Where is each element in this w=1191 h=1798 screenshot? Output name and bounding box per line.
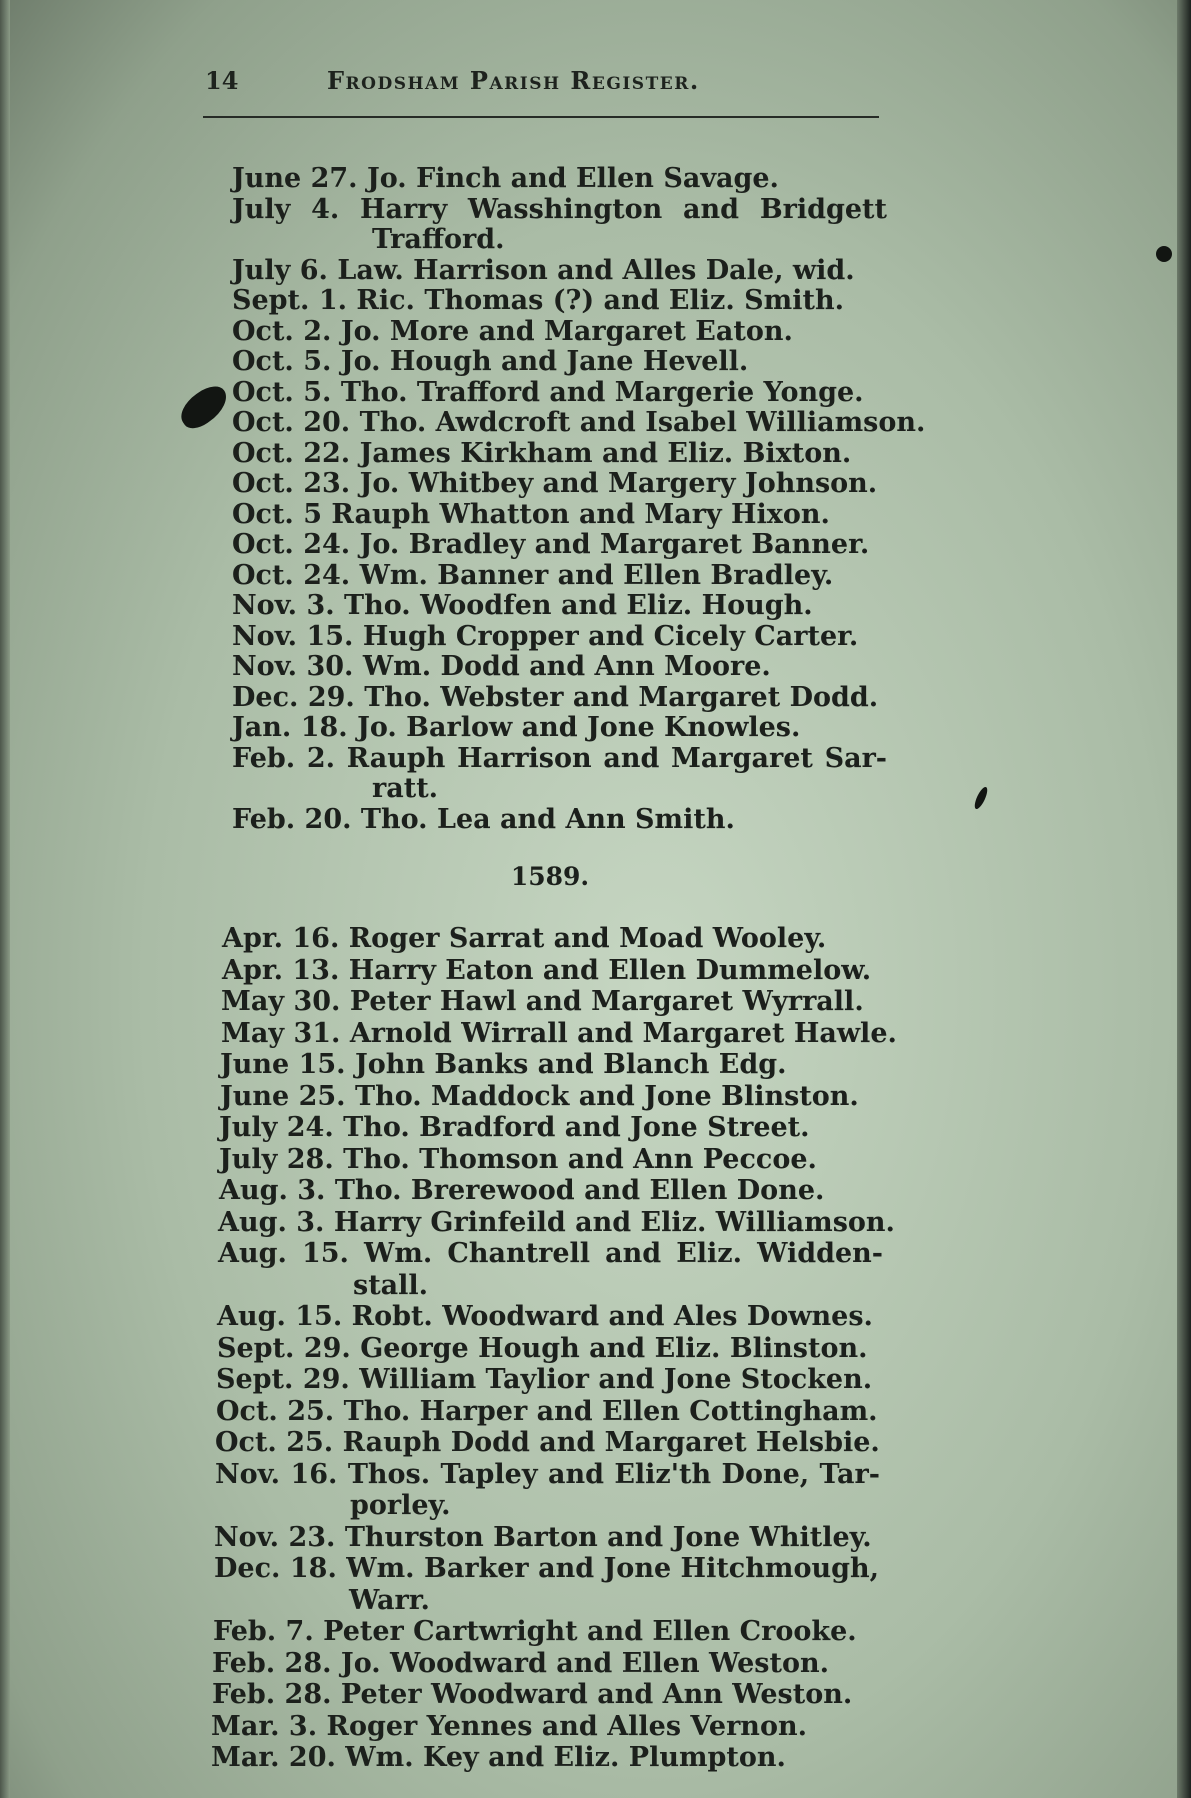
ink-speck <box>1156 246 1172 262</box>
entry-1589-entry: Mar. 20. Wm. Key and Eliz. Plumpton. <box>211 1742 786 1773</box>
entry-1589-entry: Feb. 28. Peter Woodward and Ann Weston. <box>212 1679 853 1710</box>
entry-1588-entry: Nov. 30. Wm. Dodd and Ann Moore. <box>232 651 771 682</box>
entry-1589-entry: Apr. 13. Harry Eaton and Ellen Dummelow. <box>222 954 872 986</box>
entry-1588-entry: Oct. 24. Wm. Banner and Ellen Bradley. <box>232 559 834 591</box>
entry-1588-continuation-line: ratt. <box>372 773 439 804</box>
entry-1589-entry: May 30. Peter Hawl and Margaret Wyrrall. <box>221 986 864 1017</box>
entry-1589-entry: Nov. 23. Thurston Barton and Jone Whitley. <box>214 1521 872 1553</box>
entry-1588-entry: Nov. 3. Tho. Woodfen and Eliz. Hough. <box>232 590 813 621</box>
entry-1588-entry: July 6. Law. Harrison and Alles Dale, wid. <box>232 254 855 286</box>
entry-1588-entry: Oct. 5. Tho. Trafford and Margerie Yonge. <box>232 376 864 408</box>
entry-1589-entry: Feb. 28. Jo. Woodward and Ellen Weston. <box>212 1647 830 1679</box>
entry-1589-entry: Aug. 15. Wm. Chantrell and Eliz. Widden- <box>218 1238 883 1269</box>
year-heading: 1589. <box>510 862 590 891</box>
entry-1589-entry: Apr. 16. Roger Sarrat and Moad Wooley. <box>222 923 827 954</box>
entry-1588-entry: Oct. 24. Jo. Bradley and Margaret Banner. <box>232 529 870 560</box>
entry-1588-entry: Feb. 2. Rauph Harrison and Margaret Sar- <box>232 742 887 774</box>
entry-1589-entry: Oct. 25. Rauph Dodd and Margaret Helsbie. <box>215 1427 880 1458</box>
entry-1588-entry: Oct. 22. James Kirkham and Eliz. Bixton. <box>232 437 852 469</box>
entry-1589-entry: Mar. 3. Roger Yennes and Alles Vernon. <box>211 1710 807 1742</box>
entry-1589-entry: Aug. 3. Harry Grinfeild and Eliz. Williamson. <box>218 1206 895 1238</box>
entry-1588-entry: Feb. 20. Tho. Lea and Ann Smith. <box>232 803 735 835</box>
entry-1589-entry: July 28. Tho. Thomson and Ann Peccoe. <box>219 1143 817 1175</box>
entry-1589-entry: Aug. 15. Robt. Woodward and Ales Downes. <box>217 1301 873 1332</box>
entry-1588-entry: Oct. 5. Jo. Hough and Jane Hevell. <box>232 346 749 377</box>
entry-1588-entry: Jan. 18. Jo. Barlow and Jone Knowles. <box>232 712 801 743</box>
entry-1589-entry: Nov. 16. Thos. Tapley and Eliz'th Done, Tar- <box>215 1458 880 1490</box>
entry-1589-entry: Oct. 25. Tho. Harper and Ellen Cottingham. <box>216 1395 878 1427</box>
entry-1589-entry: Sept. 29. George Hough and Eliz. Blinston. <box>217 1332 868 1364</box>
entry-1588-entry: June 27. Jo. Finch and Ellen Savage. <box>232 163 779 194</box>
entry-1588-entry: Oct. 20. Tho. Awdcroft and Isabel Williamson. <box>232 407 926 438</box>
entry-1588-entry: Sept. 1. Ric. Thomas (?) and Eliz. Smith. <box>232 285 844 316</box>
entry-1589-continuation-line: Warr. <box>349 1584 430 1616</box>
running-title: Frodsham Parish Register. <box>327 66 700 95</box>
entry-1589-entry: June 15. John Banks and Blanch Edg. <box>220 1049 787 1080</box>
entry-1588-entry: Oct. 23. Jo. Whitbey and Margery Johnson. <box>232 468 878 499</box>
entry-1588-entry: Nov. 15. Hugh Cropper and Cicely Carter. <box>232 620 859 652</box>
entry-1588-continuation-line: Trafford. <box>372 224 505 255</box>
entry-1589-entry: Sept. 29. William Taylior and Jone Stocken. <box>216 1364 873 1395</box>
entry-1589-entry: July 24. Tho. Bradford and Jone Street. <box>219 1112 810 1143</box>
entry-1589-entry: May 31. Arnold Wirrall and Margaret Hawle. <box>221 1017 897 1049</box>
entry-1588-entry: July 4. Harry Wasshington and Bridgett <box>232 193 887 225</box>
entry-1588-entry: Dec. 29. Tho. Webster and Margaret Dodd. <box>232 681 879 713</box>
entry-1589-entry: Dec. 18. Wm. Barker and Jone Hitchmough, <box>214 1553 879 1584</box>
entry-1588-entry: Oct. 5 Rauph Whatton and Mary Hixon. <box>232 498 830 530</box>
entry-1589-continuation-line: porley. <box>350 1490 451 1521</box>
page-number: 14 <box>205 66 239 95</box>
entry-1589-continuation-line: stall. <box>353 1269 429 1301</box>
entry-1589-entry: Feb. 7. Peter Cartwright and Ellen Crooke. <box>213 1616 857 1647</box>
entry-1589-entry: Aug. 3. Tho. Brerewood and Ellen Done. <box>219 1175 825 1206</box>
entry-1588-entry: Oct. 2. Jo. More and Margaret Eaton. <box>232 315 793 347</box>
entry-1589-entry: June 25. Tho. Maddock and Jone Blinston. <box>220 1080 859 1112</box>
